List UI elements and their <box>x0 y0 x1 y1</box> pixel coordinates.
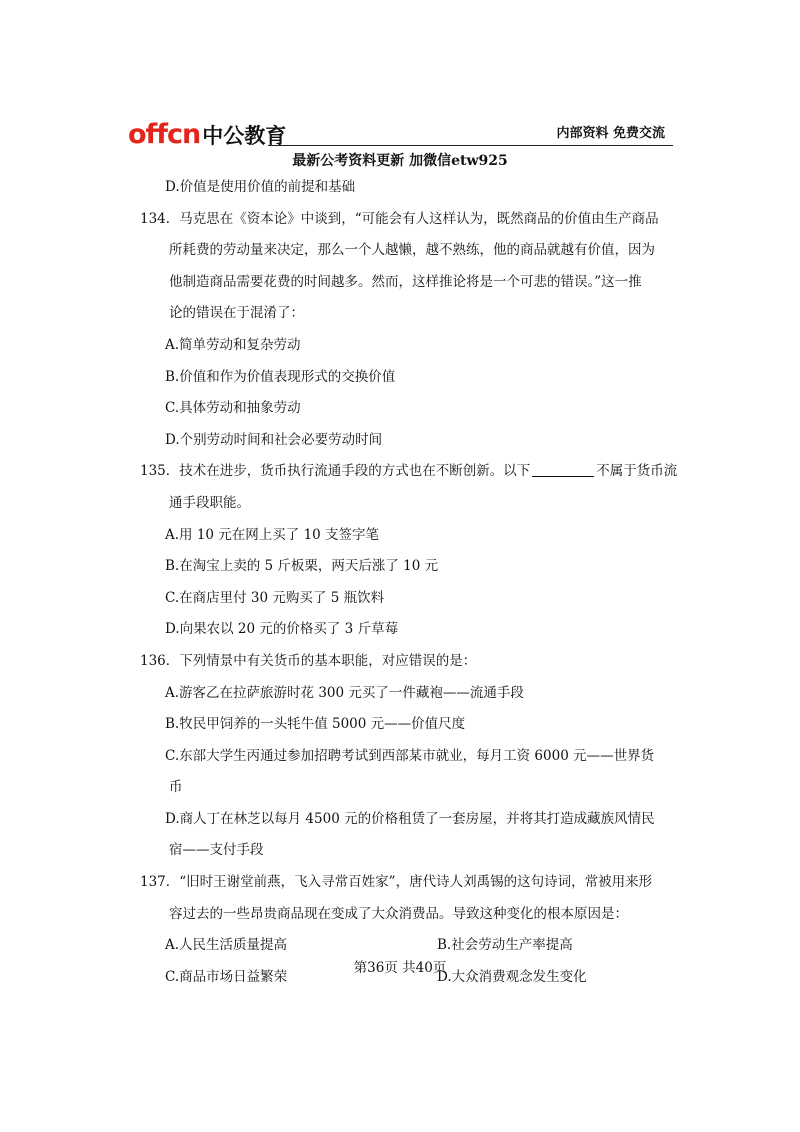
q134-option-c: C.具体劳动和抽象劳动 <box>165 400 301 417</box>
answer-blank <box>532 462 594 477</box>
q134-line-4: 论的错误在于混淆了： <box>169 305 304 322</box>
q134-line-1: 134．马克思在《资本论》中谈到，“可能会有人这样认为，既然商品的价值由生产商品 <box>140 210 659 227</box>
q135-line-1 <box>140 456 678 488</box>
question-136 <box>140 646 668 867</box>
q136-line-1: 136．下列情景中有关货币的基本职能，对应错误的是： <box>140 652 477 669</box>
q137-option-a: A.人民生活质量提高 <box>165 937 288 954</box>
question-135 <box>140 456 678 646</box>
question-134 <box>140 204 668 457</box>
q135-option-b: B.在淘宝上卖的 5 斤板栗，两天后涨了 10 元 <box>165 558 439 575</box>
q137-option-d: D.大众消费观念发生变化 <box>437 968 587 985</box>
q137-line-2: 容过去的一些昂贵商品现在变成了大众消费品。导致这种变化的根本原因是： <box>169 905 628 922</box>
q134-option-b: B.价值和作为价值表现形式的交换价值 <box>165 368 396 385</box>
q136-option-a: A.游客乙在拉萨旅游时花 300 元买了一件藏袍——流通手段 <box>165 684 524 701</box>
q134-line-3: 他制造商品需要花费的时间越多。然而，这样推论将是一个可悲的错误。”这一推 <box>169 273 642 290</box>
q135-option-a: A.用 10 元在网上买了 10 支签字笔 <box>165 526 380 543</box>
q136-option-b: B.牧民甲饲养的一头牦牛值 5000 元——价值尺度 <box>165 716 466 733</box>
q137-line-1: 137．“旧时王谢堂前燕，飞入寻常百姓家”，唐代诗人刘禹锡的这句诗词，常被用来形 <box>140 874 653 891</box>
q136-option-d-line-1: D.商人丁在林芝以每月 4500 元的价格租赁了一套房屋，并将其打造成藏族风情民 <box>165 810 655 827</box>
page-header <box>128 118 673 148</box>
q136-option-d-line-2: 宿——支付手段 <box>169 842 264 859</box>
logo-cn-text: 中公教育 <box>202 124 287 148</box>
q135-line-2: 通手段职能。 <box>169 494 250 511</box>
header-right-text: 内部资料 免费交流 <box>556 126 665 141</box>
header-rule <box>268 145 673 146</box>
page-footer: 第36页 共40页 <box>353 960 447 976</box>
prev-option-d: D.价值是使用价值的前提和基础 <box>165 179 356 195</box>
question-content <box>140 172 678 993</box>
q134-option-d: D.个别劳动时间和社会必要劳动时间 <box>165 431 383 448</box>
q134-line-2: 所耗费的劳动量来决定，那么一个人越懒，越不熟练，他的商品就越有价值，因为 <box>169 242 655 259</box>
offcn-logo <box>128 118 286 148</box>
q135-option-d: D.向果农以 20 元的价格买了 3 斤草莓 <box>165 621 399 638</box>
q136-option-c-line-2: 币 <box>169 779 183 796</box>
promo-line: 最新公考资料更新 加微信etw925 <box>292 153 508 169</box>
q137-option-b: B.社会劳动生产率提高 <box>437 937 573 954</box>
logo-latin-text: offcn <box>128 119 201 150</box>
q135-line-1-after: 不属于货币流 <box>596 463 678 480</box>
q137-option-c: C.商品市场日益繁荣 <box>165 968 288 985</box>
q134-option-a: A.简单劳动和复杂劳动 <box>165 336 301 353</box>
q136-option-c-line-1: C.东部大学生丙通过参加招聘考试到西部某市就业，每月工资 6000 元——世界货 <box>165 747 655 764</box>
q135-option-c: C.在商店里付 30 元购买了 5 瓶饮料 <box>165 589 385 606</box>
q135-line-1-before: 135．技术在进步，货币执行流通手段的方式也在不断创新。以下 <box>140 463 531 480</box>
